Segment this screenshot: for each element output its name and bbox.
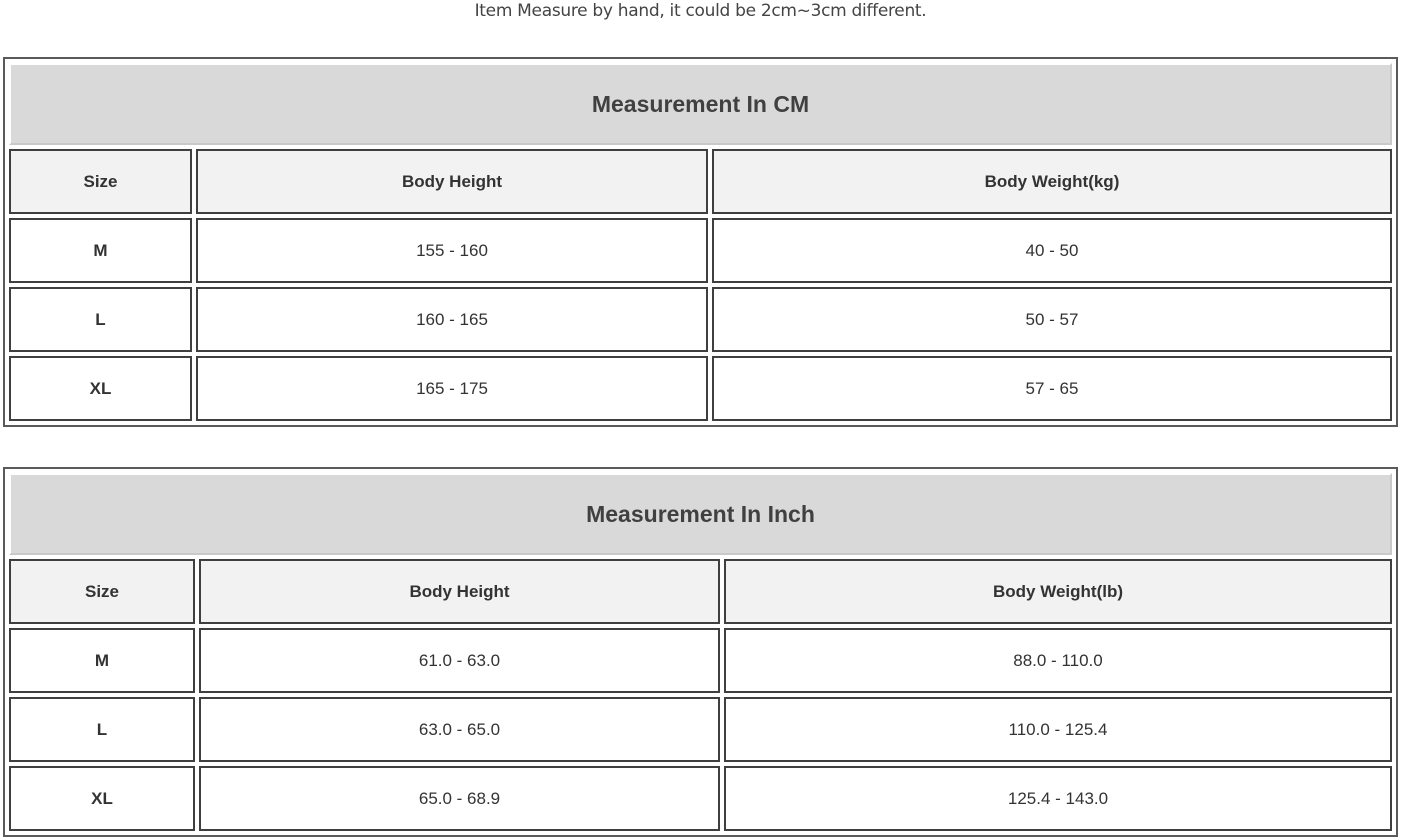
size-cell: L <box>9 287 192 352</box>
height-cell: 63.0 - 65.0 <box>199 697 720 762</box>
weight-cell: 125.4 - 143.0 <box>724 766 1392 831</box>
height-cell: 155 - 160 <box>196 218 708 283</box>
table-title-row <box>9 63 1392 145</box>
table-header-row <box>9 559 1392 624</box>
weight-cell: 88.0 - 110.0 <box>724 628 1392 693</box>
table-row <box>9 766 1392 831</box>
weight-cell: 57 - 65 <box>712 356 1392 421</box>
table-row <box>9 218 1392 283</box>
size-cell: XL <box>9 356 192 421</box>
table-title-row <box>9 473 1392 555</box>
height-cell: 160 - 165 <box>196 287 708 352</box>
measurement-note: Item Measure by hand, it could be 2cm~3cm different. <box>474 1 927 21</box>
header-body-height: Body Height <box>196 149 708 214</box>
table-row <box>9 287 1392 352</box>
height-cell: 61.0 - 63.0 <box>199 628 720 693</box>
table-row <box>9 697 1392 762</box>
size-cell: L <box>9 697 195 762</box>
header-body-weight: Body Weight(kg) <box>712 149 1392 214</box>
table-title: Measurement In CM <box>9 63 1392 145</box>
table-row <box>9 356 1392 421</box>
size-table-inch <box>3 467 1398 837</box>
size-cell: M <box>9 218 192 283</box>
weight-cell: 50 - 57 <box>712 287 1392 352</box>
weight-cell: 110.0 - 125.4 <box>724 697 1392 762</box>
size-cell: XL <box>9 766 195 831</box>
header-body-height: Body Height <box>199 559 720 624</box>
size-table-cm <box>3 57 1398 427</box>
height-cell: 165 - 175 <box>196 356 708 421</box>
table-row <box>9 628 1392 693</box>
weight-cell: 40 - 50 <box>712 218 1392 283</box>
table-title: Measurement In Inch <box>9 473 1392 555</box>
header-body-weight: Body Weight(lb) <box>724 559 1392 624</box>
height-cell: 65.0 - 68.9 <box>199 766 720 831</box>
table-header-row <box>9 149 1392 214</box>
size-cell: M <box>9 628 195 693</box>
header-size: Size <box>9 559 195 624</box>
header-size: Size <box>9 149 192 214</box>
